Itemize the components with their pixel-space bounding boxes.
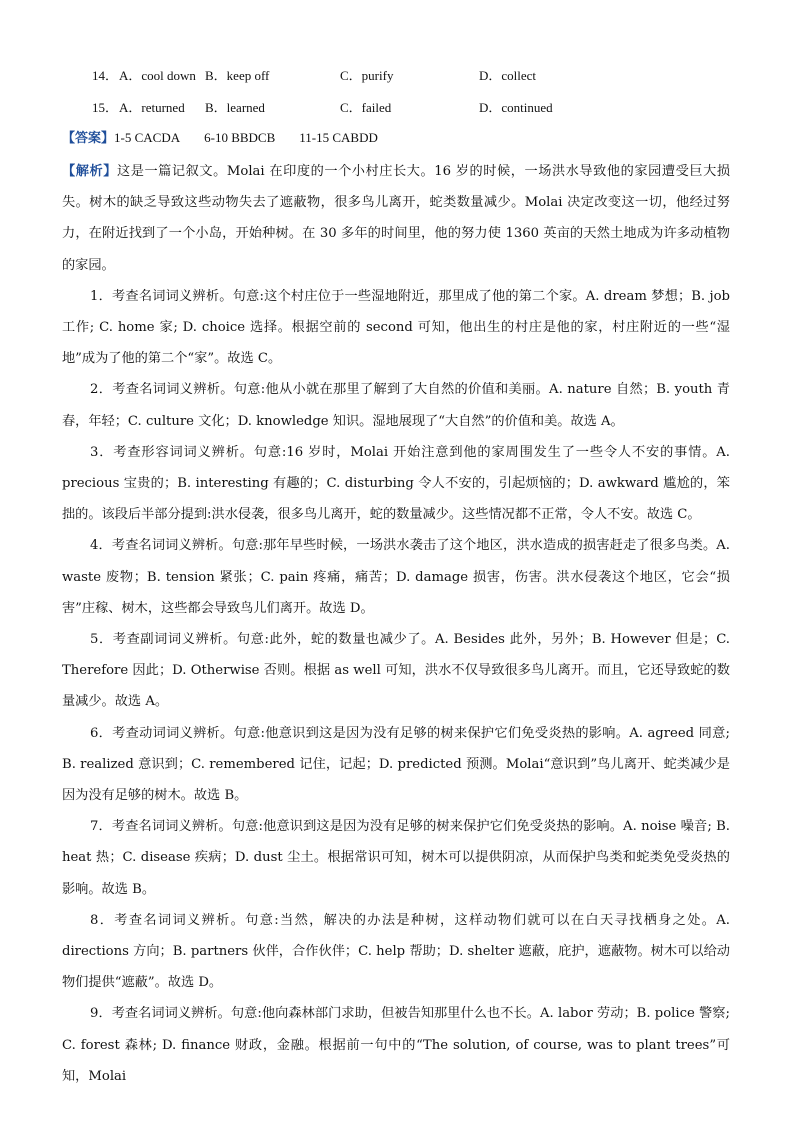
answer-tag: 【答案】: [62, 130, 115, 145]
analysis-section: [62, 156, 730, 1092]
answer-part-2: 6-10 BBDCB: [204, 130, 276, 145]
analysis-item-7: 7．考查名词词义辨析。句意:他意识到这是因为没有足够的树来保护它们免受炎热的影响。A. noise 噪音; B. heat 热；C. disease 疾病；D. dust 尘土。根据常识可知，树木可以提供阴凉，从而保护鸟类和蛇类免受炎热的影响。故选 B。: [62, 819, 730, 897]
analysis-intro-text: 这是一篇记叙文。Molai 在印度的一个小村庄长大。16 岁的时候，一场洪水导致他的家园遭受巨大损失。树木的缺乏导致这些动物失去了遮蔽物，很多鸟儿离开，蛇类数量减少。Molai 决定改变这一切，他经过努力，在附近找到了一个小岛，开始种树。在 30 多年的时间里，他的努力使 1360 英亩的天然土地成为许多动植物的家园。: [62, 164, 731, 273]
answer-part-3: 11-15 CABDD: [299, 130, 378, 145]
answer-part-1: 1-5 CACDA: [114, 130, 181, 145]
question-15-option-d: D．continued: [479, 100, 553, 115]
question-14-option-c: C．purify: [340, 68, 394, 83]
analysis-item-8: 8．考查名词词义辨析。句意:当然，解决的办法是种树，这样动物们就可以在白天寻找栖身之处。A. directions 方向；B. partners 伙伴，合作伙伴；C. help 帮助；D. shelter 遮蔽，庇护，遮蔽物。树木可以给动物们提供“遮蔽”。故选 D。: [62, 912, 730, 991]
analysis-item-1: 1．考查名词词义辨析。句意:这个村庄位于一些湿地附近，那里成了他的第二个家。A. dream 梦想；B. job 工作; C. home 家; D. choice 选择。根据空前的 second 可知，他出生的村庄是他的家，村庄附近的一些“湿地”成为了他的第二个“家”。故选 C。: [62, 288, 730, 367]
answer-line: [62, 127, 402, 146]
question-15-option-b: B．learned: [205, 100, 265, 115]
analysis-item-2: 2．考查名词词义辨析。句意:他从小就在那里了解到了大自然的价值和美丽。A. nature 自然；B. youth 青春，年轻；C. culture 文化；D. knowledge 知识。湿地展现了“大自然”的价值和美。故选 A。: [62, 382, 730, 429]
question-15-option-c: C．failed: [340, 100, 392, 115]
analysis-item-4: 4．考查名词词义辨析。句意:那年早些时候，一场洪水袭击了这个地区，洪水造成的损害赶走了很多鸟类。A. waste 废物；B. tension 紧张；C. pain 疼痛，痛苦；D. damage 损害，伤害。洪水侵袭这个地区，它会“损害”庄稼、树木，这些都会导致鸟儿们离开。故选 D。: [62, 538, 730, 616]
analysis-item-5: 5．考查副词词义辨析。句意:此外，蛇的数量也减少了。A. Besides 此外，另外；B. However 但是；C. Therefore 因此；D. Otherwise 否则。根据 as well 可知，洪水不仅导致很多鸟儿离开。而且，它还导致蛇的数量减少。故选 A。: [62, 632, 730, 710]
analysis-tag: 【解析】: [62, 164, 117, 179]
question-15-number: 15．: [92, 100, 119, 115]
analysis-item-3: 3．考查形容词词义辨析。句意:16 岁时，Molai 开始注意到他的家周围发生了一些令人不安的事情。A. precious 宝贵的；B. interesting 有趣的；C. disturbing 令人不安的，引起烦恼的；D. awkward 尴尬的，笨拙的。该段后半部分提到:洪水侵袭，很多鸟儿离开，蛇的数量减少。这些情况都不正常，令人不安。故选 C。: [62, 444, 730, 523]
question-14-option-d: D．collect: [479, 68, 537, 83]
question-14-option-b: B．keep off: [205, 68, 270, 83]
analysis-item-6: 6．考查动词词义辨析。句意:他意识到这是因为没有足够的树来保护它们免受炎热的影响。A. agreed 同意; B. realized 意识到；C. remembered 记住，记起；D. predicted 预测。Molai“意识到”鸟儿离开、蛇类减少是因为没有足够的树木。故选 B。: [62, 725, 730, 804]
question-15-option-a: A．returned: [119, 100, 185, 115]
analysis-item-9: 9．考查名词词义辨析。句意:他向森林部门求助，但被告知那里什么也不长。A. labor 劳动；B. police 警察; C. forest 森林; D. finance 财政，金融。根据前一句中的“The solution, of course, was to plant trees”可知，Molai: [62, 1006, 730, 1084]
analysis-intro: [62, 156, 730, 281]
question-14-option-a: A．cool down: [119, 68, 196, 83]
question-14-number: 14．: [92, 68, 119, 83]
